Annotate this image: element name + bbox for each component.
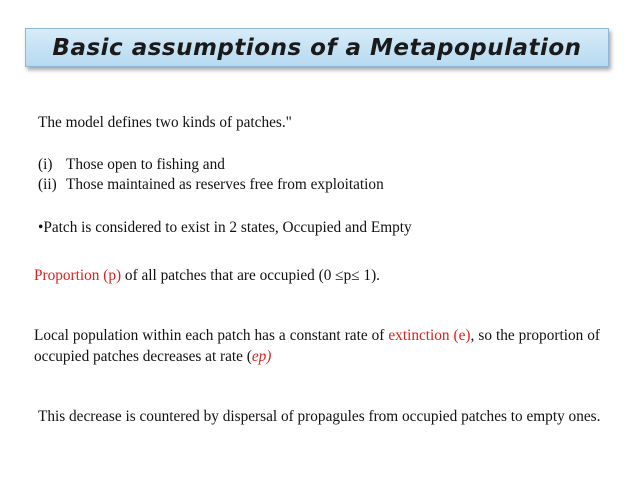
local-population-paragraph	[34, 325, 600, 367]
intro-text: The model defines two kinds of patches."	[38, 114, 292, 131]
bullet-text: •Patch is considered to exist in 2 states, Occupied and Empty	[38, 219, 412, 236]
list-text: Those open to fishing and	[66, 156, 225, 173]
list-number: (ii)	[38, 176, 57, 193]
decrease-paragraph: This decrease is countered by dispersal of propagules from occupied patches to empty ones.	[38, 408, 601, 425]
proportion-text	[34, 266, 380, 286]
list-item	[38, 175, 384, 195]
list-number: (i)	[38, 156, 53, 173]
list-text: Those maintained as reserves free from exploitation	[66, 176, 384, 193]
ep-highlight: ep)	[251, 348, 272, 365]
proportion-rest: of all patches that are occupied (0 ≤p≤ 1).	[121, 267, 380, 284]
local-text-1: Local population within each patch has a constant rate of	[34, 327, 389, 344]
local-text-2: , so the proportion of occupied patches decreases at rate (	[34, 327, 600, 365]
slide-title: Basic assumptions of a Metapopulation	[52, 34, 582, 61]
extinction-highlight: extinction (e)	[388, 327, 471, 344]
title-banner	[25, 28, 609, 67]
proportion-highlight: Proportion (p)	[34, 267, 122, 284]
list-item	[38, 155, 225, 175]
